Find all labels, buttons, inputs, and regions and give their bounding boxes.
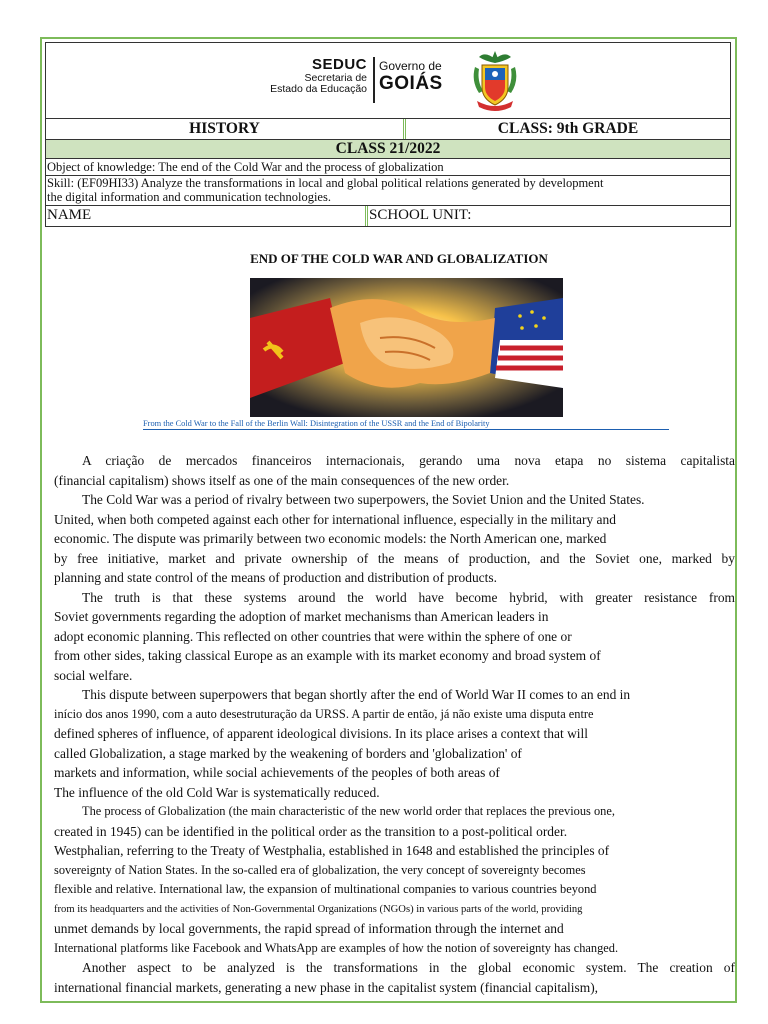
body-line: called Globalization, a stage marked by the weakening of borders and 'globalization' of — [54, 745, 522, 761]
body-line: This dispute between superpowers that began shortly after the end of World War II comes to an end in — [82, 687, 631, 702]
subject-row — [46, 119, 730, 140]
body-line: sovereignty of Nation States. In the so-called era of globalization, the very concept of sovereignty becomes — [54, 862, 586, 877]
body-line: The truth is that these systems around the world have become hybrid, with greater resistance from — [82, 589, 735, 605]
handshake-illustration-icon — [250, 278, 563, 417]
logo-divider — [373, 57, 375, 103]
body-line: The Cold War was a period of rivalry between two superpowers, the Soviet Union and the United States. — [82, 492, 645, 507]
body-line: created in 1945) can be identified in the political order as the transition to a post-political order. — [54, 823, 568, 839]
body-line: Soviet governments regarding the adoption of market mechanisms than American leaders in — [54, 609, 549, 624]
subject-label: HISTORY — [46, 119, 406, 139]
body-line: flexible and relative. International law, the expansion of multinational companies to various countries beyond — [54, 882, 597, 896]
body-line: United, when both competed against each other for international influence, especially in the military and — [54, 511, 616, 527]
body-line: (financial capitalism) shows itself as one of the main consequences of the new order. — [54, 472, 510, 488]
class-grade-label: CLASS: 9th GRADE — [497, 120, 639, 137]
name-school-row — [46, 206, 730, 226]
body-line: Westphalian, referring to the Treaty of Westphalia, established in 1648 and established the principles of — [54, 843, 610, 858]
image-caption-link[interactable]: From the Cold War to the Fall of the Berlin Wall: Disintegration of the USSR and the End of Bipolarity — [143, 419, 669, 430]
article-title: END OF THE COLD WAR AND GLOBALIZATION — [250, 251, 548, 266]
body-line: adopt economic planning. This reflected on other countries that were within the sphere of one or — [54, 628, 572, 644]
skill-description: Skill: (EF09HI33) Analyze the transformations in local and global political relations generated by development the digital information and communication technologies. — [46, 176, 730, 206]
seduc-goias-logo: SEDUC Secretaria de Estado da Educação Governo de GOIÁS — [255, 45, 527, 115]
body-line: Another aspect to be analyzed is the transformations in the global economic system. The creation of — [82, 960, 735, 975]
body-line: economic. The dispute was primarily between two economic models: the North American one, marked — [54, 531, 607, 546]
body-line: markets and information, while social achievements of the peoples of both areas of — [54, 765, 500, 780]
body-line: defined spheres of influence, of apparent ideological divisions. In its place arises a context that will — [54, 726, 588, 741]
body-line: início dos anos 1990, com a auto desestruturação da URSS. A partir de então, já não existe uma disputa entre — [54, 706, 594, 721]
body-line: international financial markets, generating a new phase in the capitalist system (financial capitalism), — [54, 979, 599, 995]
object-of-knowledge: Object of knowledge: The end of the Cold War and the process of globalization — [46, 159, 730, 176]
body-line: A criação de mercados financeiros internacionais, gerando uma nova etapa no sistema capitalista — [82, 453, 735, 468]
body-line: from its headquarters and the activities of Non-Governmental Organizations (NGOs) in various parts of the world, providing — [54, 903, 583, 915]
body-line: planning and state control of the means of production and distribution of products. — [54, 570, 497, 585]
header-table — [45, 42, 731, 227]
class-number: CLASS 21/2022 — [46, 140, 730, 159]
logo-row — [46, 43, 730, 119]
name-field[interactable]: NAME — [46, 206, 368, 226]
body-line: from other sides, taking classical Europe as an example with its market economy and broad system of — [54, 648, 601, 663]
seduc-label: SEDUC — [311, 56, 367, 73]
goias-label: GOIÁS — [379, 73, 443, 94]
body-line: The process of Globalization (the main characteristic of the new world order that replaces the previous one, — [82, 804, 615, 818]
school-unit-field[interactable]: SCHOOL UNIT: — [369, 207, 472, 223]
body-line: by free initiative, market and private ownership of the means of production, and the Soviet one, marked by — [54, 550, 735, 566]
body-line: unmet demands by local governments, the rapid spread of information through the internet and — [54, 921, 564, 936]
coat-of-arms-icon — [465, 47, 525, 113]
body-line: The influence of the old Cold War is systematically reduced. — [54, 784, 380, 800]
article-body — [54, 451, 735, 997]
body-line: social welfare. — [54, 667, 133, 683]
body-line: International platforms like Facebook and WhatsApp are examples of how the notion of sovereignty has changed. — [54, 940, 619, 955]
